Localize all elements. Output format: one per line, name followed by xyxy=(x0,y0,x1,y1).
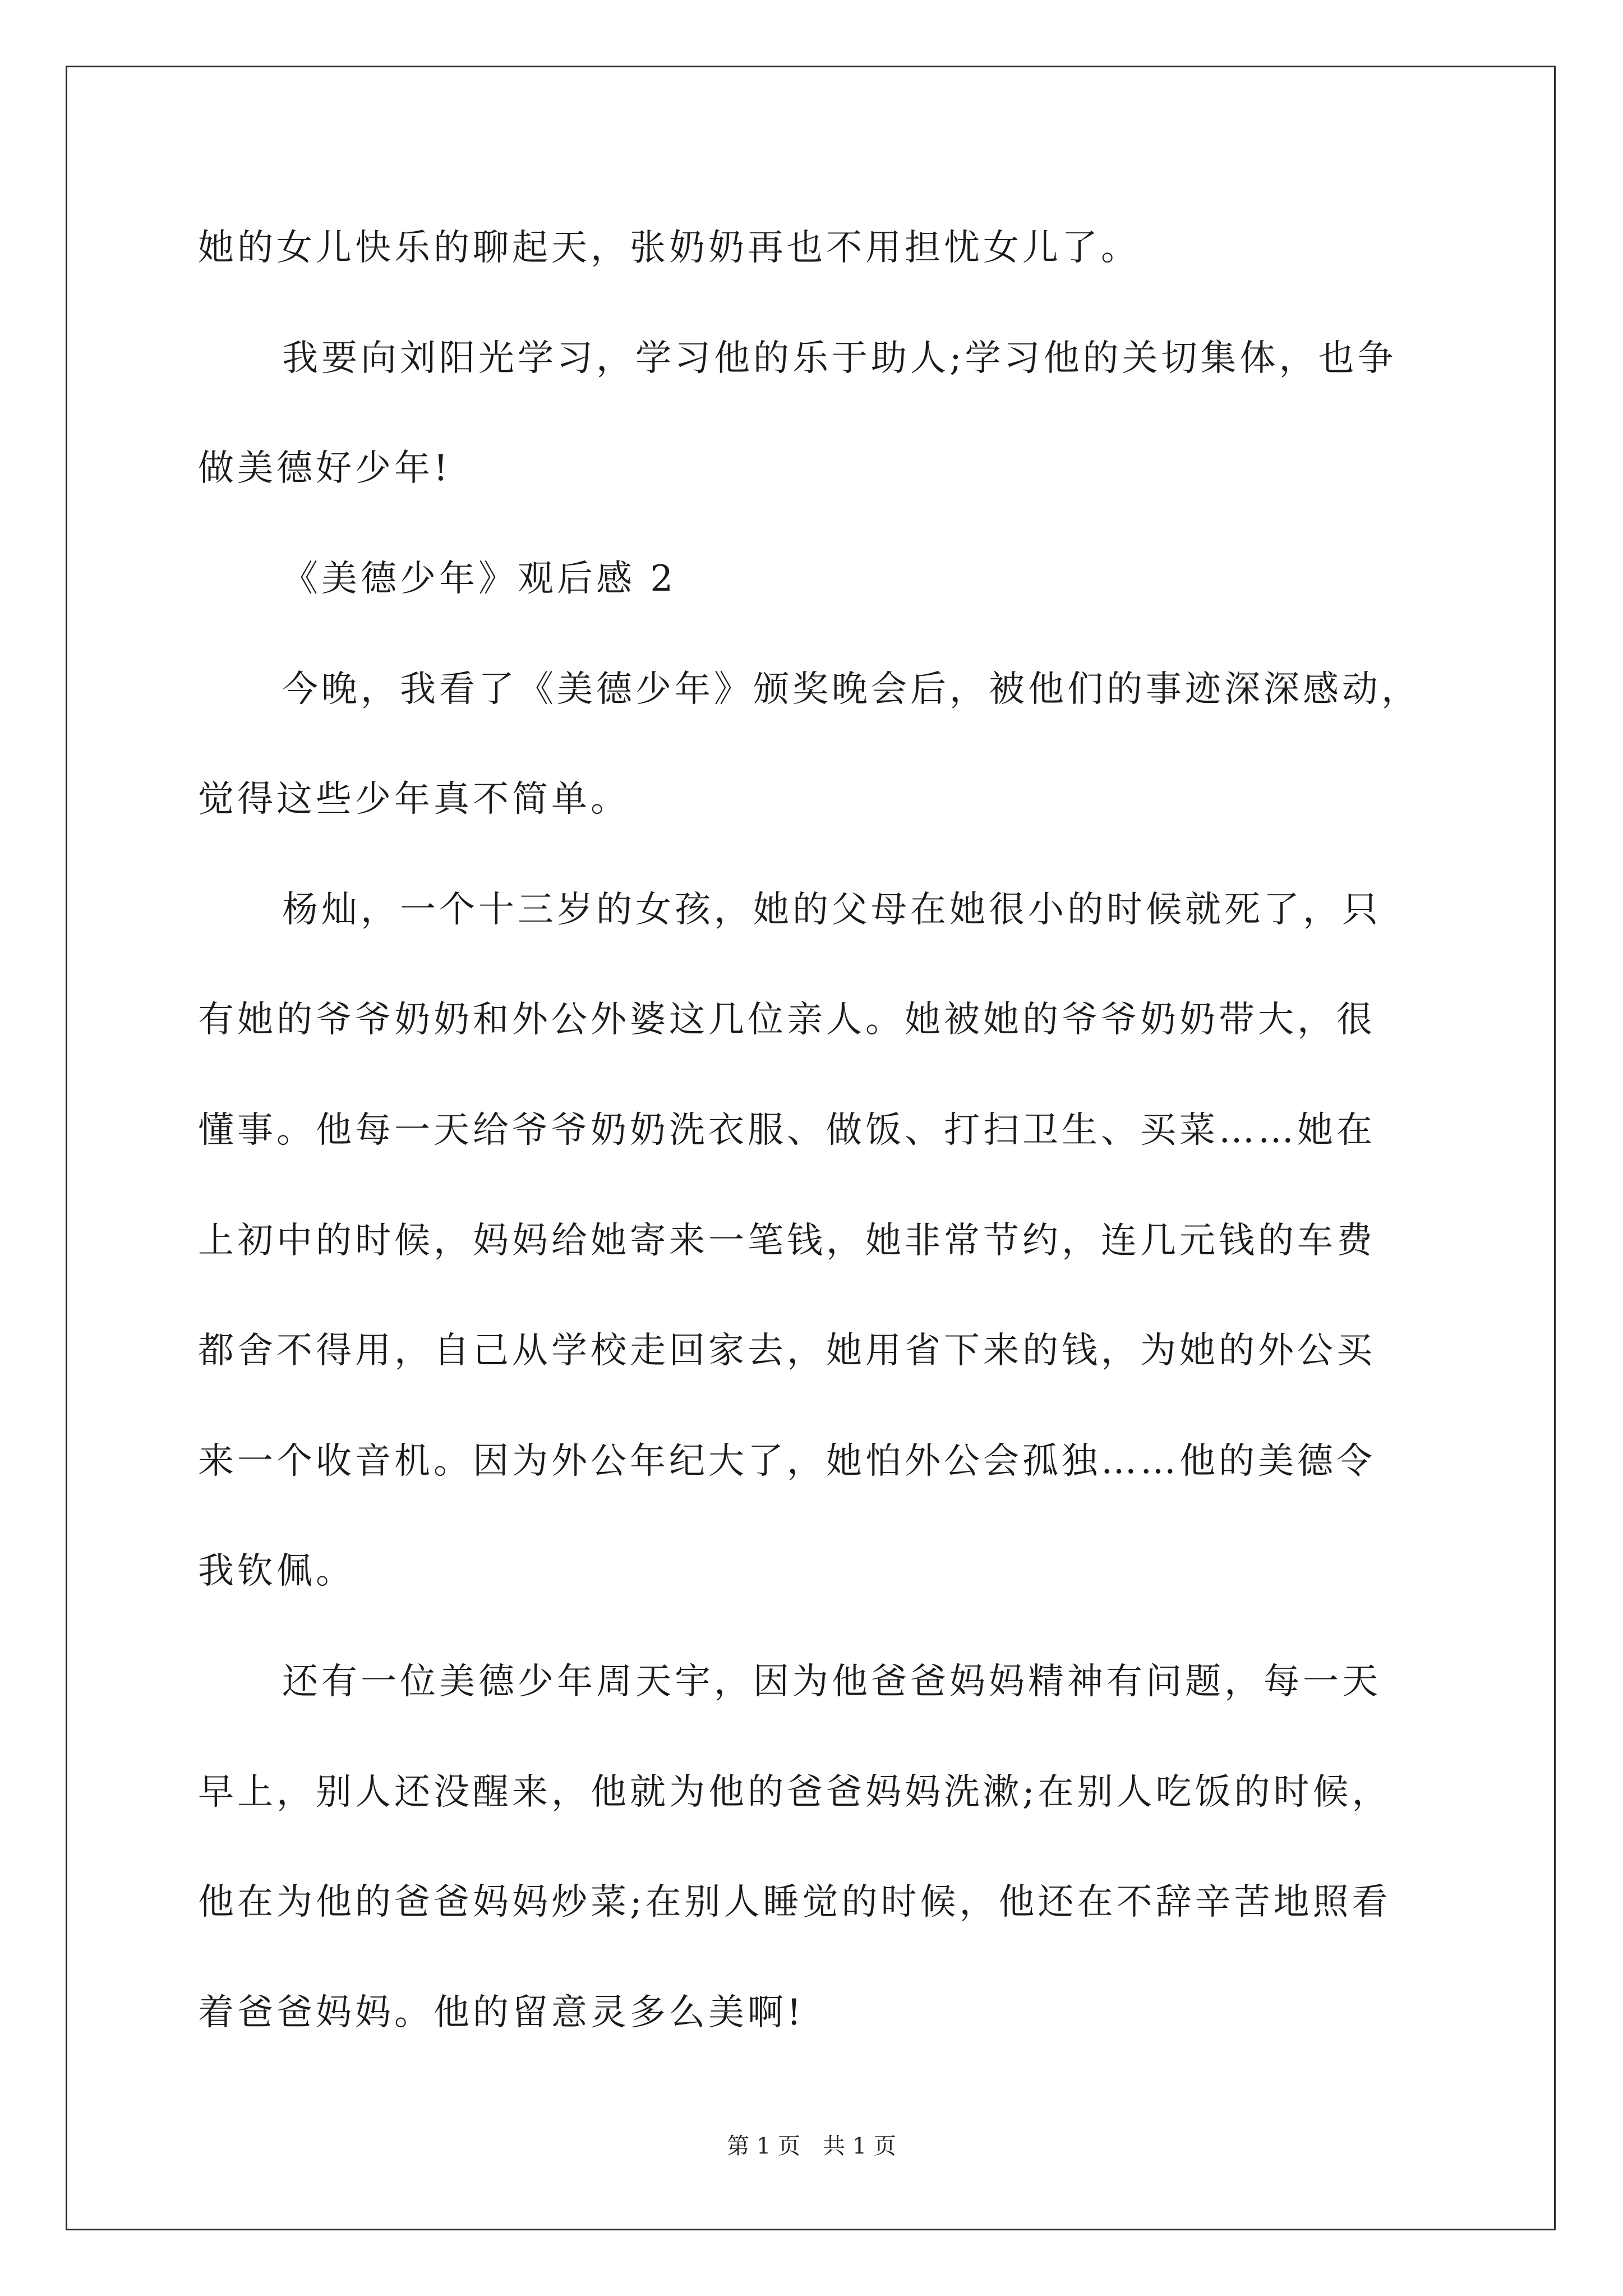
paragraph-line: 都舍不得用，自己从学校走回家去，她用省下来的钱，为她的外公买 xyxy=(198,1330,1376,1372)
paragraph-line: 她的女儿快乐的聊起天，张奶奶再也不用担忧女儿了。 xyxy=(198,227,1140,269)
paragraph-line: 上初中的时候，妈妈给她寄来一笔钱，她非常节约，连几元钱的车费 xyxy=(198,1220,1376,1262)
paragraph-line: 早上，别人还没醒来，他就为他的爸爸妈妈洗漱;在别人吃饭的时候， xyxy=(198,1772,1391,1813)
paragraph-line: 懂事。他每一天给爷爷奶奶洗衣服、做饭、打扫卫生、买菜……她在 xyxy=(198,1110,1376,1151)
paragraph-line: 杨灿，一个十三岁的女孩，她的父母在她很小的时候就死了，只 xyxy=(282,889,1381,931)
paragraph-line: 我钦佩。 xyxy=(198,1550,355,1592)
paragraph-line: 我要向刘阳光学习，学习他的乐于助人;学习他的关切集体，也争 xyxy=(282,338,1397,379)
paragraph-line: 着爸爸妈妈。他的留意灵多么美啊! xyxy=(198,1992,805,2033)
paragraph-line: 今晚，我看了《美德少年》颁奖晚会后，被他们的事迹深深感动， xyxy=(282,669,1421,710)
paragraph-line: 他在为他的爸爸妈妈炒菜;在别人睡觉的时候，他还在不辞辛苦地照看 xyxy=(198,1881,1391,1923)
paragraph-line: 做美德好少年! xyxy=(198,448,451,489)
paragraph-line: 觉得这些少年真不简单。 xyxy=(198,779,630,820)
page-number-footer: 第 1 页 共 1 页 xyxy=(727,2133,896,2159)
section-heading: 《美德少年》观后感 2 xyxy=(282,558,677,600)
paragraph-line: 来一个收音机。因为外公年纪大了，她怕外公会孤独……他的美德令 xyxy=(198,1441,1376,1482)
paragraph-line: 还有一位美德少年周天宇，因为他爸爸妈妈精神有问题，每一天 xyxy=(282,1661,1381,1703)
paragraph-line: 有她的爷爷奶奶和外公外婆这几位亲人。她被她的爷爷奶奶带大，很 xyxy=(198,999,1376,1041)
